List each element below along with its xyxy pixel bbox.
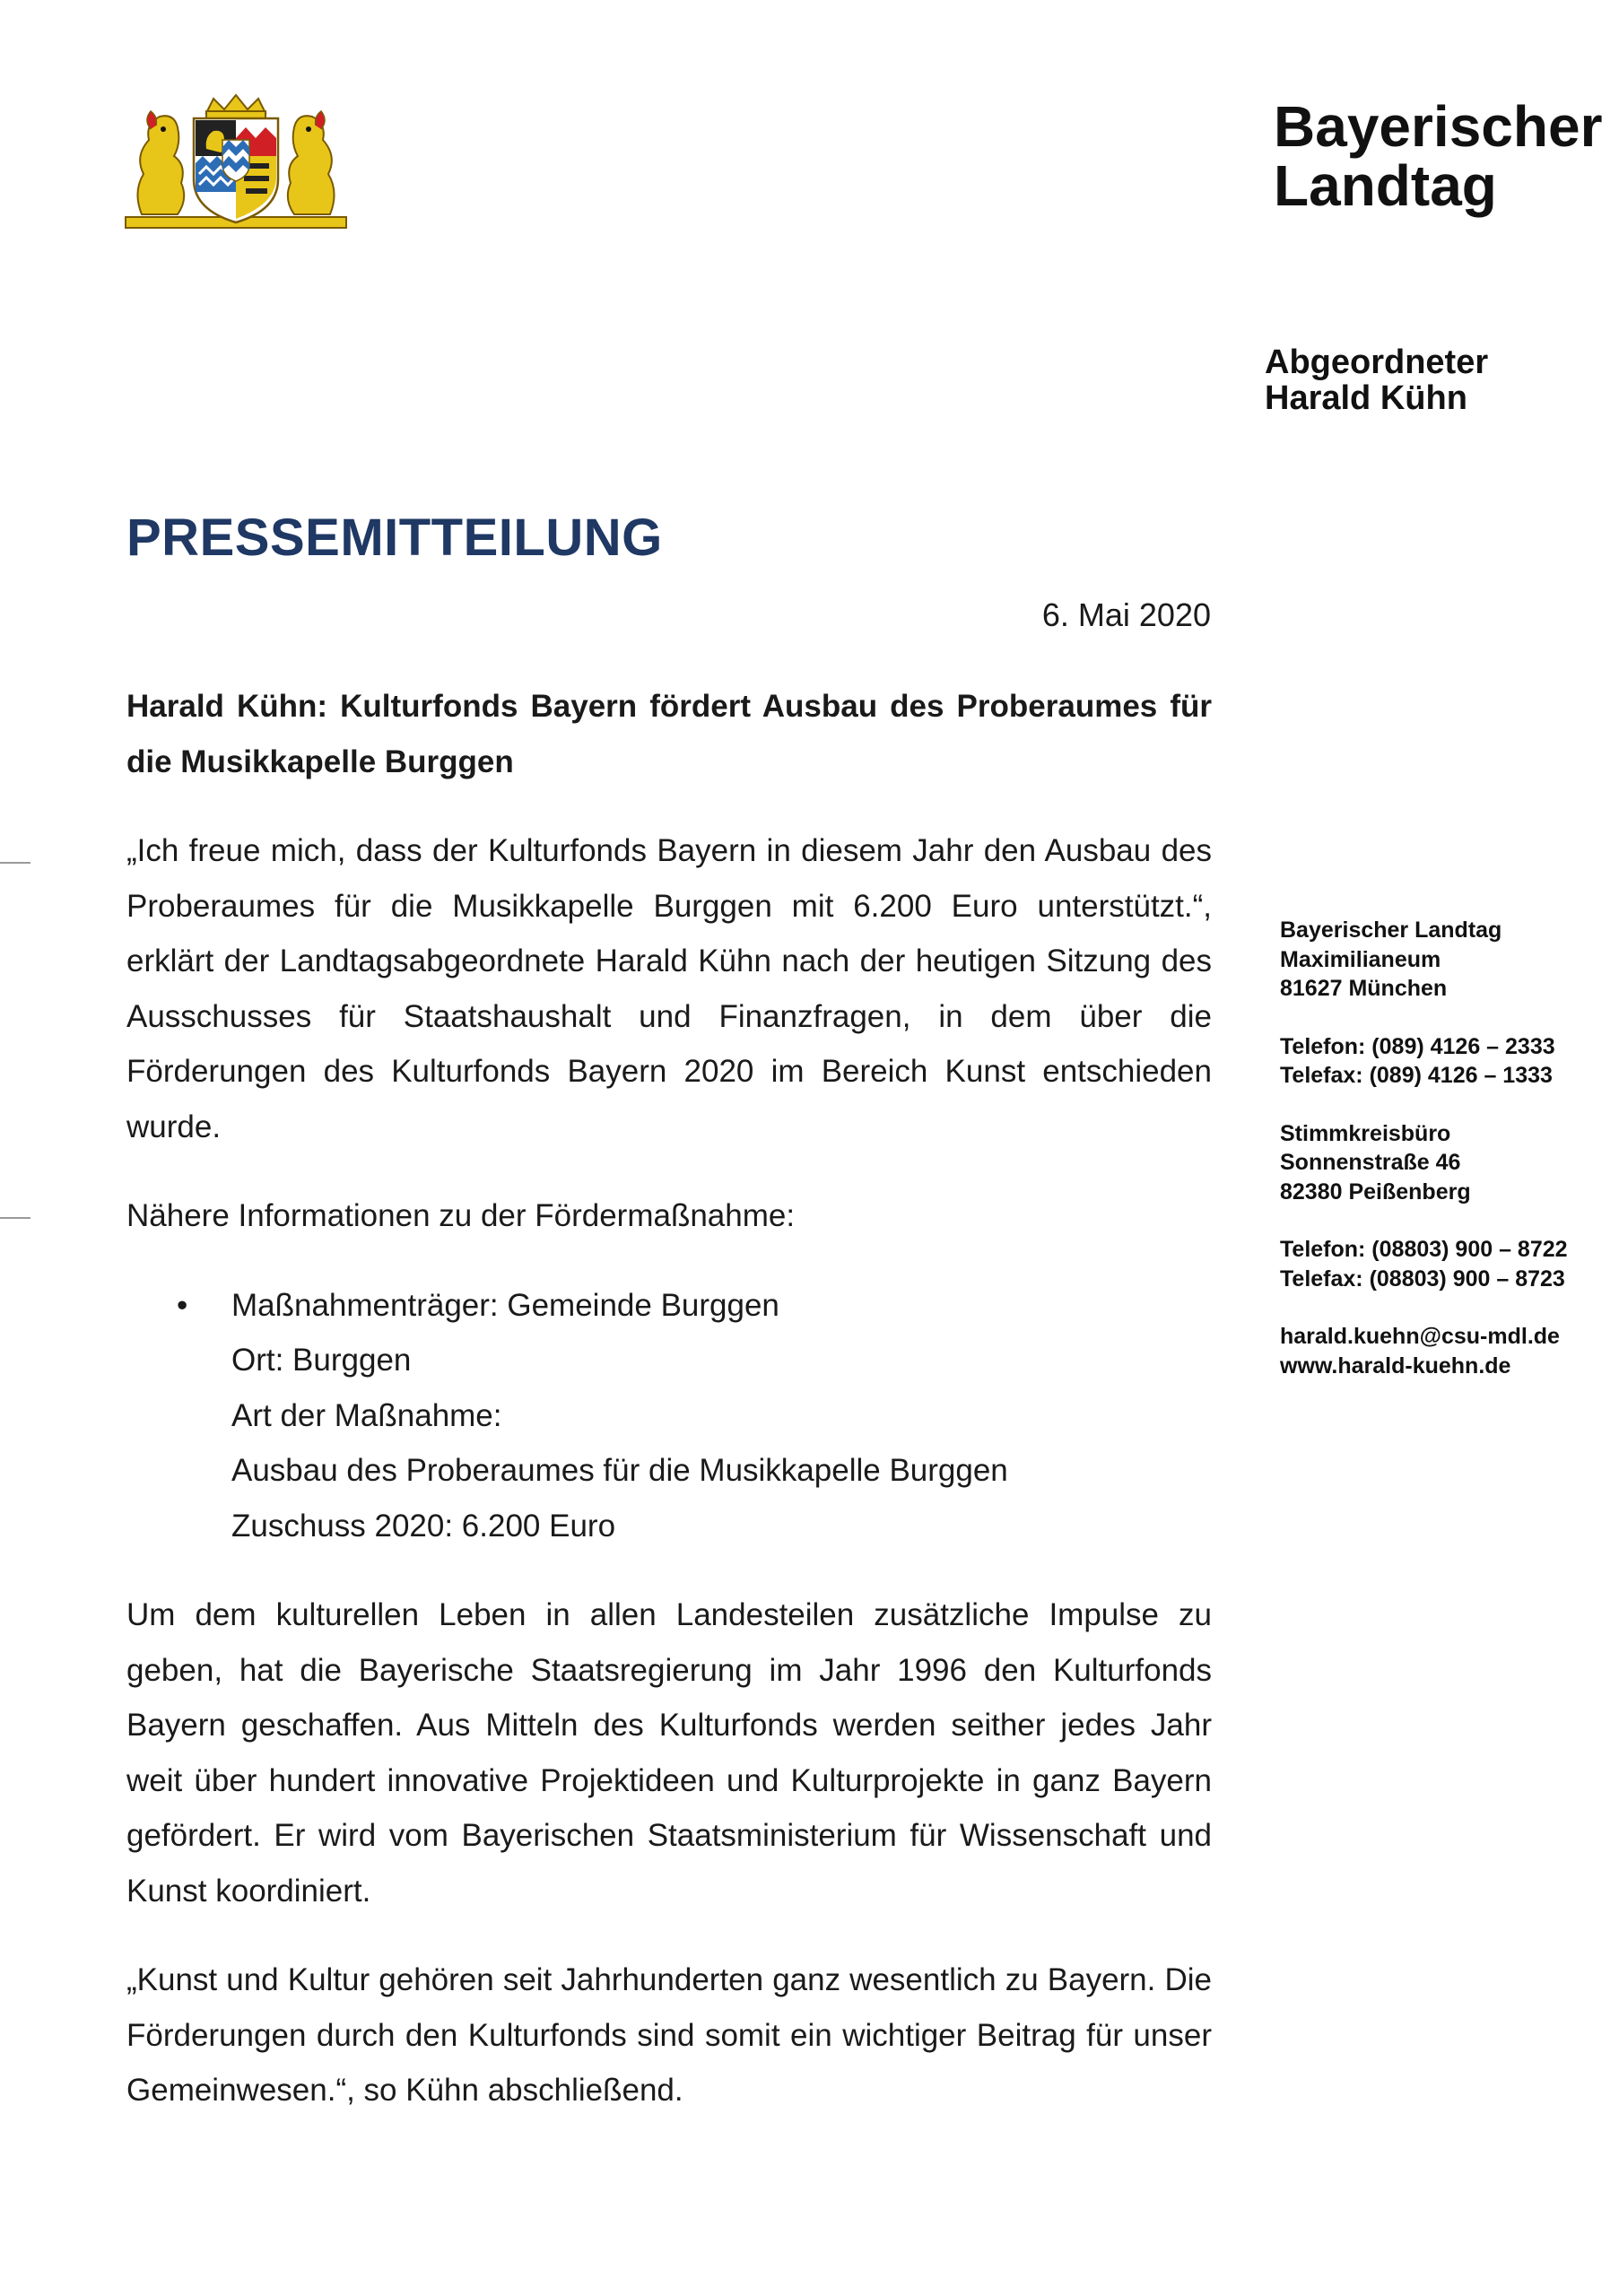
bavarian-coat-of-arms-logo [124,93,348,230]
measure-line: Ausbau des Proberaumes für die Musikkapelle Burggen [231,1453,1008,1488]
address-line: Maximilianeum [1280,946,1441,972]
paragraph-quote-2: „Kunst und Kultur gehören seit Jahrhunderten ganz wesentlich zu Bayern. Die Förderungen durch den Kulturfonds sind somit ein wichtiger Beitrag für unser Gemeinwesen.“, so Kühn abschließend. [126,1962,1212,2108]
office-phone [1280,1235,1568,1293]
address-line: 82380 Peißenberg [1280,1178,1471,1205]
paragraph-background: Um dem kulturellen Leben in allen Landesteilen zusätzliche Impulse zu geben, hat die Bayerische Staatsregierung im Jahr 1996 den Kulturfonds Bayern geschaffen. Aus Mitteln des Kulturfonds werden seither jedes Jahr weit über hundert innovative Projektideen und Kulturprojekte in ganz Bayern gefördert. Er wird vom Bayerischen Staatsministerium für Wissenschaft und Kunst koordiniert. [126,1597,1212,1909]
bullet: • [177,1287,188,1323]
fax-line: Telefax: (089) 4126 – 1333 [1280,1063,1553,1088]
email-link[interactable]: harald.kuehn@csu-mdl.de [1280,1324,1560,1349]
measure-line: Art der Maßnahme: [231,1397,502,1433]
website-link[interactable]: www.harald-kuehn.de [1280,1352,1511,1378]
paragraph-quote-1: „Ich freue mich, dass der Kulturfonds Bayern in diesem Jahr den Ausbau des Proberaumes für die Musikkapelle Burggen mit 6.200 Euro unterstützt.“, erklärt der Landtagsabgeordnete Harald Kühn nach der heutigen Sitzung des Ausschusses für Staatshaushalt und Finanzfragen, in dem über die Förderungen des Kulturfonds Bayern 2020 im Bereich Kunst entschieden wurde. [126,833,1212,1144]
address-line: 81627 München [1280,976,1448,1001]
list-item [126,1278,1212,1554]
office-address [1280,1119,1568,1207]
document-title: PRESSEMITTEILUNG [126,509,663,567]
phone-line: Telefon: (089) 4126 – 2333 [1280,1033,1555,1059]
address-line: Sonnenstraße 46 [1280,1150,1461,1175]
member-name: Harald Kühn [1265,379,1467,417]
brand-line: Landtag [1274,153,1497,218]
fold-mark [0,1217,30,1219]
web-contact [1280,1322,1568,1380]
brand-line: Bayerischer [1274,94,1603,159]
headline: Harald Kühn: Kulturfonds Bayern fördert Ausbau des Proberaumes für die Musikkapelle Burggen [126,689,1212,779]
measure-line: Ort: Burggen [231,1343,412,1378]
landtag-phone [1280,1032,1568,1091]
measure-line: Maßnahmenträger: Gemeinde Burggen [231,1287,779,1323]
measure-line: Zuschuss 2020: 6.200 Euro [231,1508,616,1544]
member-role: Abgeordneter [1265,344,1489,381]
fold-mark [0,862,30,864]
paragraph-info-intro: Nähere Informationen zu der Fördermaßnahme: [126,1198,796,1233]
measure-list [126,1278,1212,1554]
address-line: Stimmkreisbüro [1280,1120,1451,1146]
member-of-parliament [1265,344,1488,416]
contact-sidebar [1280,916,1568,1409]
letterhead-brand [1274,94,1603,218]
address-line: Bayerischer Landtag [1280,918,1502,943]
phone-line: Telefon: (08803) 900 – 8722 [1280,1237,1568,1262]
fax-line: Telefax: (08803) 900 – 8723 [1280,1265,1565,1292]
document-date: 6. Mai 2020 [1041,596,1211,633]
landtag-address [1280,916,1568,1004]
press-release-body [126,679,1212,2118]
